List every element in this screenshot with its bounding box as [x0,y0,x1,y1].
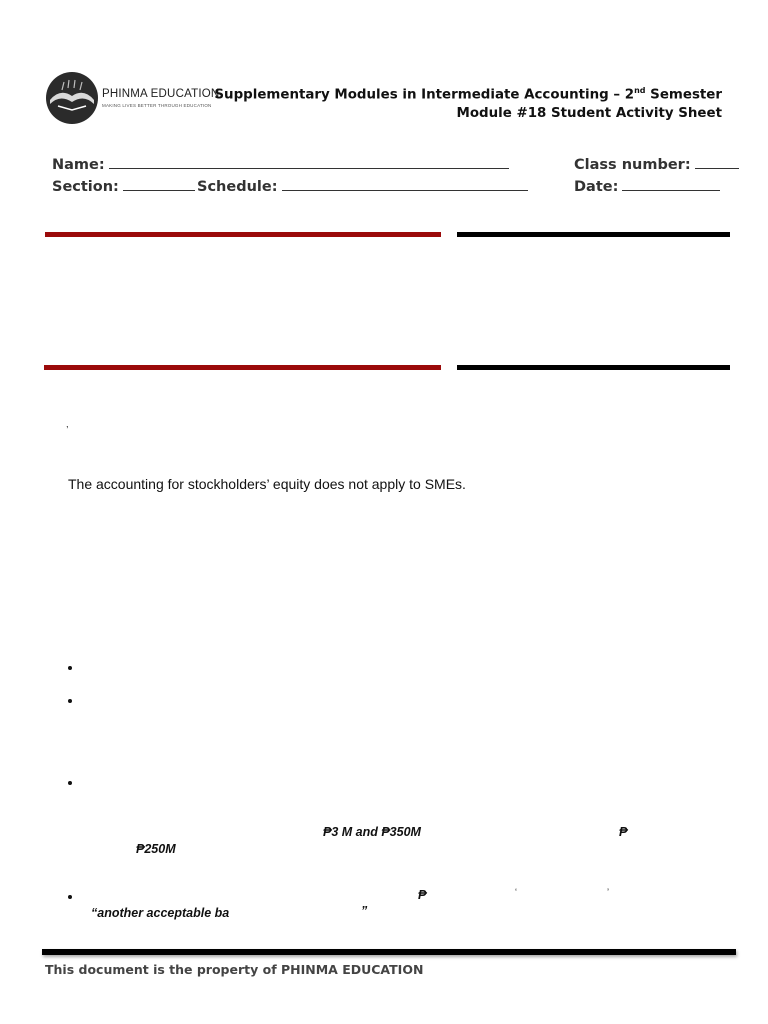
phinma-emblem-icon [44,70,100,126]
logo-tagline: MAKING LIVES BETTER THROUGH EDUCATION [102,103,212,108]
quoted-phrase: “another acceptable ba [91,906,230,920]
module-title: Supplementary Modules in Intermediate Accounting – 2nd Semester [214,86,722,103]
footer-bar [42,949,736,955]
peso-sign-1: ₱ [619,825,628,839]
bullet-2 [68,699,72,703]
close-quote: ’ [607,887,609,897]
class-number-label: Class number: [574,157,691,173]
stray-comma: , [66,419,69,429]
amounts-text: ₱3 M and ₱350M [323,825,421,839]
name-field[interactable] [52,156,509,173]
bullet-3 [68,781,72,785]
divider-red-top [45,232,441,237]
schedule-line[interactable] [282,178,528,191]
divider-black-top [457,232,730,237]
phinma-logo [44,70,220,130]
section-field[interactable] [52,178,195,195]
schedule-label: Schedule: [197,179,278,195]
open-quote: ‘ [515,887,517,897]
name-line[interactable] [109,156,509,169]
peso-sign-2: ₱ [418,888,427,902]
section-line[interactable] [123,178,195,191]
divider-black-bottom [457,365,730,370]
name-label: Name: [52,157,105,173]
schedule-field[interactable] [197,178,528,195]
logo-name: PHINMA EDUCATION [102,88,220,100]
bullet-4 [68,895,72,899]
class-number-line[interactable] [695,156,739,169]
module-subtitle: Module #18 Student Activity Sheet [456,106,722,121]
divider-red-bottom [44,365,441,370]
date-label: Date: [574,179,619,195]
date-line[interactable] [622,178,720,191]
date-field[interactable] [574,178,720,195]
class-number-field[interactable] [574,156,739,173]
quote-end: ” [361,904,368,918]
statement-text: The accounting for stockholders’ equity does not apply to SMEs. [68,476,466,492]
bullet-1 [68,666,72,670]
amount-250m: ₱250M [136,842,176,856]
section-label: Section: [52,179,119,195]
footer-text: This document is the property of PHINMA EDUCATION [45,962,424,977]
